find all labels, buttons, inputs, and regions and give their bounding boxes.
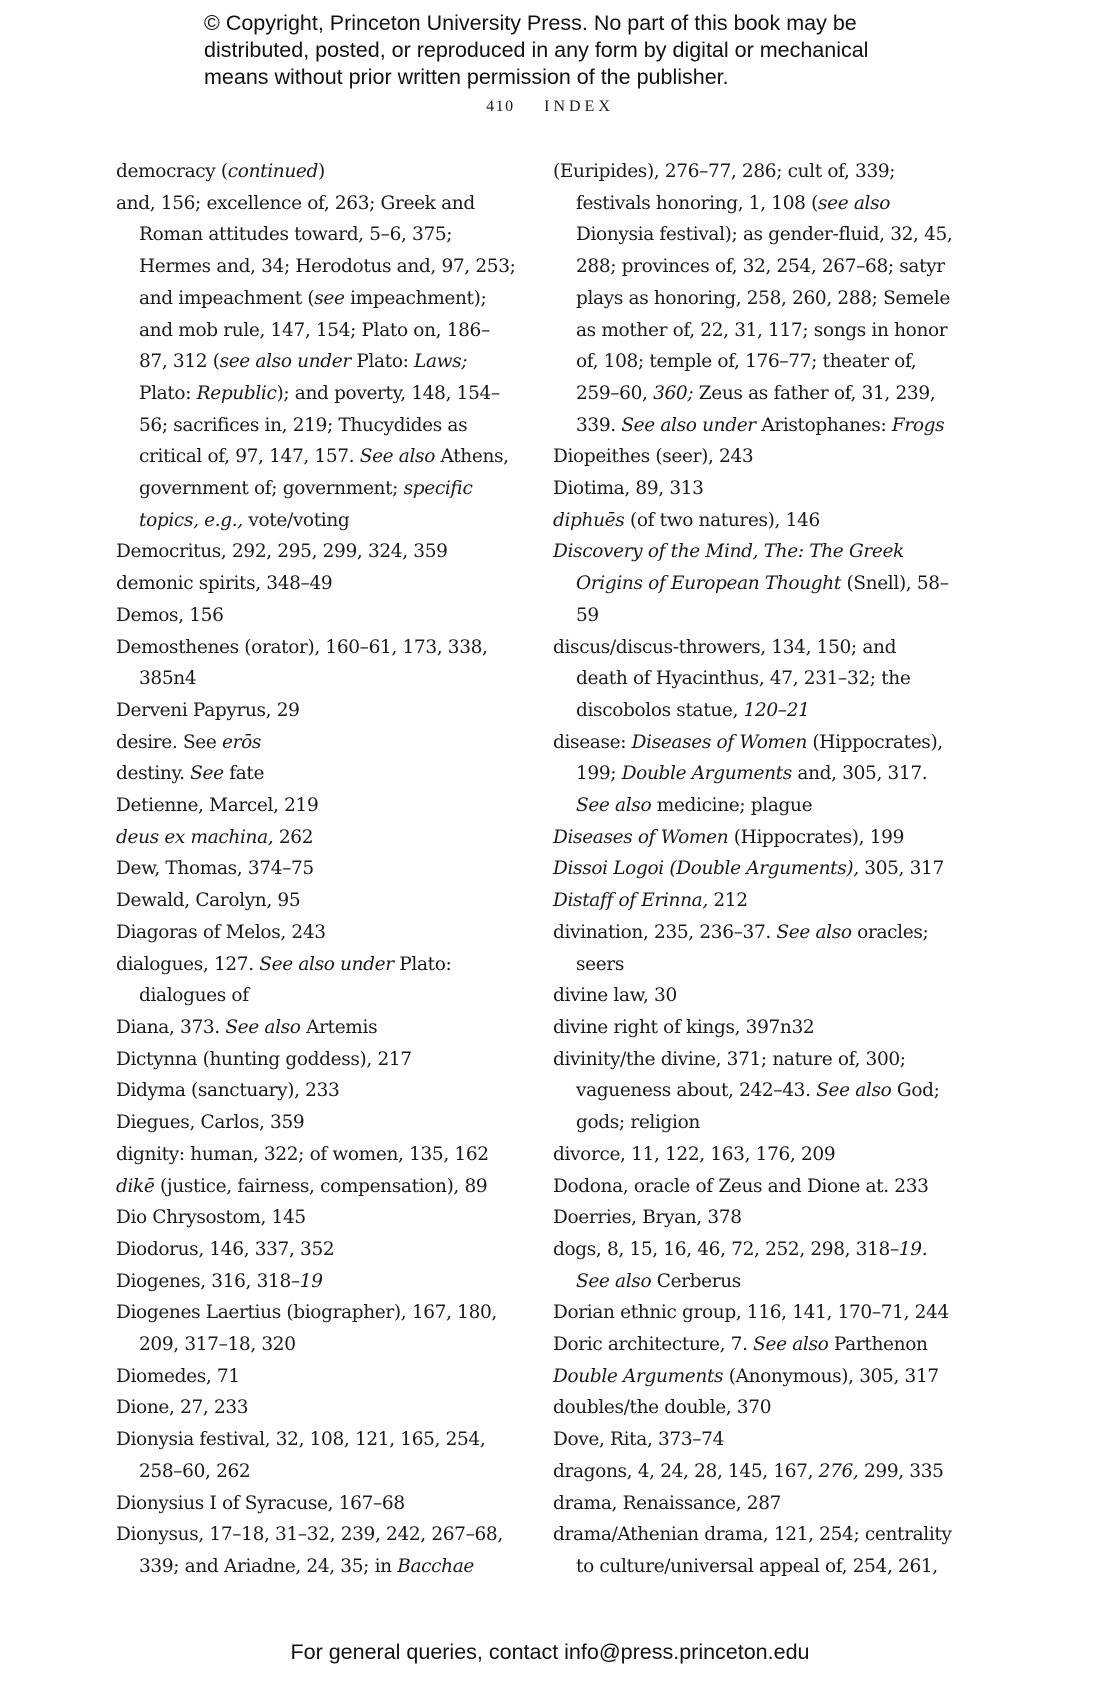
index-text: Artemis: [300, 1016, 378, 1038]
index-text: Dionysia festival, 32, 108, 121, 165, 254, 258–60, 262: [116, 1429, 491, 1482]
index-entry: [553, 1329, 953, 1361]
index-entry: [553, 917, 953, 980]
index-text-italic: See also under: [259, 953, 394, 975]
index-text: Demos, 156: [116, 604, 224, 626]
index-entry: [553, 1297, 953, 1329]
index-entry: [116, 600, 516, 632]
index-text: oracles; seers: [576, 921, 934, 975]
index-entry: [553, 1488, 953, 1520]
index-text-italic: see: [314, 287, 345, 309]
index-entry: [116, 1075, 516, 1107]
index-text: Diodorus, 146, 337, 352: [116, 1238, 335, 1260]
index-text-italic: Diseases of Women: [553, 826, 729, 848]
index-text: Dione, 27, 233: [116, 1397, 249, 1419]
index-text-italic: Discovery of the Mind, The: The Greek Origins of European Thought: [553, 541, 910, 595]
index-text-italic: See also: [816, 1080, 892, 1102]
index-entry: [116, 1234, 516, 1266]
index-text: divine right of kings, 397n32: [553, 1016, 815, 1038]
index-text: Athens, government of; government;: [139, 446, 515, 500]
index-text: discus/discus-throwers, 134, 150; and death of Hyacinthus, 47, 231–32; the discobolos statue,: [553, 636, 916, 721]
index-text: Dorian ethnic group, 116, 141, 170–71, 244: [553, 1302, 949, 1324]
index-text: disease:: [553, 731, 632, 753]
index-text: Diotima, 89, 313: [553, 478, 704, 500]
index-text: impeachment); and mob rule, 147, 154; Plato on, 186–87, 312 (: [139, 287, 492, 373]
index-text: medicine; plague: [651, 795, 813, 817]
index-entry: [116, 1361, 516, 1393]
index-text: vote/voting: [242, 509, 350, 531]
index-text: Cerberus: [651, 1270, 741, 1292]
index-text: Plato:: [139, 351, 473, 404]
index-text: Dove, Rita, 373–74: [553, 1429, 725, 1451]
index-entry: [116, 568, 516, 600]
index-entry: [116, 1488, 516, 1520]
index-text: fate: [223, 763, 265, 785]
index-text-italic: 19: [299, 1270, 323, 1292]
index-text: (Euripides), 276–77, 286; cult of, 339; festivals honoring, 1, 108 (: [553, 161, 901, 214]
index-entry: [553, 505, 953, 537]
index-entry: [553, 1171, 953, 1203]
index-entry: [116, 853, 516, 885]
index-text-italic: erōs: [222, 731, 262, 753]
index-entry: [116, 790, 516, 822]
index-text: Plato: dialogues of: [139, 953, 457, 1007]
index-text-italic: 19. See also: [576, 1238, 933, 1292]
index-text: Diagoras of Melos, 243: [116, 921, 326, 943]
index-text: (Hippocrates), 199: [728, 826, 904, 848]
index-text: God; gods; religion: [576, 1080, 946, 1134]
index-text: Democritus, 292, 295, 299, 324, 359: [116, 541, 448, 563]
index-text: (justice, fairness, compensation), 89: [154, 1175, 488, 1197]
index-entry: [553, 1202, 953, 1234]
index-entry: [116, 949, 516, 1012]
index-text: Aristophanes:: [755, 414, 892, 436]
index-entry: [116, 1519, 516, 1582]
index-entry: [116, 695, 516, 727]
index-text: (Snell), 58–59: [576, 573, 949, 626]
index-text-italic: Dissoi Logoi (Double Arguments),: [553, 858, 859, 880]
index-text: Dionysius I of Syracuse, 167–68: [116, 1492, 405, 1514]
index-text: (of two natures), 146: [624, 509, 820, 531]
index-text-italic: Distaff of Erinna,: [553, 890, 708, 912]
index-entry: [116, 727, 516, 759]
index-text: drama, Renaissance, 287: [553, 1492, 782, 1514]
index-text: and, 156; excellence of, 263; Greek and Roman attitudes toward, 5–6, 375; Hermes and, 34; Herodotus and, 97, 253; and impeachment (: [116, 192, 522, 309]
index-entry: [116, 822, 516, 854]
index-entry: [116, 1266, 516, 1298]
index-entry: [553, 536, 953, 631]
index-entry: [553, 1012, 953, 1044]
index-text: dignity: human, 322; of women, 135, 162: [116, 1143, 489, 1165]
index-text: Dionysus, 17–18, 31–32, 239, 242, 267–68, 339; and Ariadne, 24, 35; in: [116, 1524, 509, 1577]
index-text-italic: See: [190, 763, 224, 785]
index-text-italic: See also: [225, 1016, 301, 1038]
index-text-italic: See also: [359, 446, 435, 468]
index-text-italic: Diseases of Women: [631, 731, 807, 753]
index-text-italic: Double Arguments: [621, 763, 792, 785]
index-text-italic: Laws;: [414, 351, 468, 373]
index-text-italic: 276,: [818, 1460, 859, 1482]
index-entry: [553, 1519, 958, 1582]
index-entry: [553, 441, 953, 473]
index-text: desire. See: [116, 731, 223, 753]
index-entry: [553, 156, 958, 441]
index-entry: [116, 1424, 516, 1487]
index-text: Zeus as father of, 31, 239, 339.: [576, 382, 941, 436]
index-entry: [116, 1202, 516, 1234]
index-entry: [553, 1044, 953, 1139]
index-text: Didyma (sanctuary), 233: [116, 1080, 340, 1102]
index-entry: [116, 1392, 516, 1424]
index-text: (Anonymous), 305, 317: [723, 1365, 939, 1387]
footer-contact: For general queries, contact info@press.princeton.edu: [290, 1640, 810, 1664]
index-text-italic: see also: [817, 192, 891, 214]
index-text: divine law, 30: [553, 985, 677, 1007]
index-text-italic: Republic: [196, 382, 277, 404]
page-number: 410: [486, 98, 515, 115]
index-text: dialogues, 127.: [116, 953, 260, 975]
index-text: demonic spirits, 348–49: [116, 573, 333, 595]
index-text: dragons, 4, 24, 28, 145, 167,: [553, 1460, 819, 1482]
copyright-notice: © Copyright, Princeton University Press. No part of this book may be distributed, posted, or reproduced in any form by digital or mechanical means without prior written permission of the publisher.: [204, 11, 869, 89]
index-text: Dictynna (hunting goddess), 217: [116, 1048, 412, 1070]
index-entry: [553, 1392, 953, 1424]
index-column-right: [553, 156, 958, 1583]
index-text: Derveni Papyrus, 29: [116, 699, 300, 721]
index-text: Dewald, Carolyn, 95: [116, 890, 301, 912]
index-text-italic: See also: [753, 1334, 829, 1356]
index-entry: [553, 1139, 953, 1171]
index-entry: [553, 1456, 953, 1488]
index-text-italic: See also under: [621, 414, 756, 436]
index-entry: [116, 1012, 516, 1044]
index-entry: [116, 1139, 516, 1171]
index-text: Dodona, oracle of Zeus and Dione at. 233: [553, 1175, 929, 1197]
index-entry: [116, 1044, 516, 1076]
index-entry: [553, 822, 953, 854]
index-text-italic: 360;: [653, 382, 694, 404]
index-text-italic: Double Arguments: [553, 1365, 724, 1387]
index-text: doubles/the double, 370: [553, 1397, 772, 1419]
index-text-italic: specific topics, e.g.,: [139, 478, 479, 531]
index-text: Plato:: [350, 351, 415, 373]
index-entry: [553, 1361, 953, 1393]
index-entry: [116, 885, 516, 917]
index-entry: [116, 917, 516, 949]
index-text-italic: See also: [576, 795, 652, 817]
index-text-italic: See also: [776, 921, 852, 943]
index-text: 262: [273, 826, 314, 848]
index-text: democracy (: [116, 161, 228, 182]
index-text: 212: [707, 890, 748, 912]
index-text: Diopeithes (seer), 243: [553, 446, 754, 468]
index-entry: [116, 1107, 516, 1139]
index-text: and, 305, 317.: [791, 763, 933, 785]
index-entry: [553, 1424, 953, 1456]
index-text-italic: Frogs: [891, 414, 945, 436]
index-text-italic: 120–21: [743, 699, 810, 721]
index-text: 299, 335: [858, 1460, 944, 1482]
index-text: Doerries, Bryan, 378: [553, 1207, 742, 1229]
index-entry: [116, 632, 516, 695]
index-entry: [553, 473, 953, 505]
index-text: divination, 235, 236–37.: [553, 921, 777, 943]
index-text: (Hippocrates), 199;: [576, 731, 949, 785]
index-entry: [116, 188, 522, 537]
index-text: Parthenon: [828, 1334, 928, 1356]
index-entry: [553, 980, 953, 1012]
index-text-italic: Bacchae: [397, 1555, 475, 1577]
index-entry: [116, 156, 516, 188]
index-text-italic: deus ex machina,: [116, 826, 274, 848]
index-text: ); and poverty, 148, 154–56; sacrifices in, 219; Thucydides as critical of, 97, 147, 157.: [139, 382, 500, 468]
index-text: Diogenes, 316, 318–: [116, 1270, 300, 1292]
index-text: 305, 317: [858, 858, 944, 880]
index-text: divorce, 11, 122, 163, 176, 209: [553, 1143, 836, 1165]
index-entry: [553, 885, 953, 917]
index-text: drama/Athenian drama, 121, 254; centrality to culture/universal appeal of, 254, 261,: [553, 1524, 958, 1577]
index-text: Diogenes Laertius (biographer), 167, 180, 209, 317–18, 320: [116, 1302, 503, 1356]
index-text: ): [318, 161, 325, 182]
index-entry: [553, 632, 953, 727]
index-text: dogs, 8, 15, 16, 46, 72, 252, 298, 318–: [553, 1238, 899, 1260]
index-text: Dio Chrysostom, 145: [116, 1207, 306, 1229]
index-text: Doric architecture, 7.: [553, 1334, 754, 1356]
index-text: Dew, Thomas, 374–75: [116, 858, 314, 880]
index-text: Detienne, Marcel, 219: [116, 795, 319, 817]
index-text-italic: continued: [227, 161, 319, 182]
index-entry: [116, 1297, 516, 1360]
index-text: Dionysia festival); as gender-fluid, 32, 45, 288; provinces of, 32, 254, 267–68; satyr plays as honoring, 258, 260, 288; Semele as mother of, 22, 31, 117; songs in honor of, 108; temple of, 176–77; theater of, 259–60,: [576, 192, 958, 404]
index-entry: [553, 727, 953, 822]
index-text: divinity/the divine, 371; nature of, 300; vagueness about, 242–43.: [553, 1048, 912, 1102]
running-head-label: INDEX: [544, 98, 614, 115]
running-head: [0, 98, 1100, 116]
index-text-italic: dikē: [116, 1175, 155, 1197]
index-entry: [116, 1171, 516, 1203]
index-entry: [553, 853, 953, 885]
index-entry: [553, 1234, 953, 1297]
index-text-italic: see also under: [219, 351, 351, 373]
index-entry: [116, 536, 516, 568]
index-text: Diegues, Carlos, 359: [116, 1112, 305, 1134]
index-text-italic: diphuēs: [553, 509, 625, 531]
index-text: Demosthenes (orator), 160–61, 173, 338, 385n4: [116, 636, 494, 690]
index-entry: [116, 758, 516, 790]
index-column-left: [116, 156, 522, 1583]
index-text: Diana, 373.: [116, 1016, 226, 1038]
index-text: Diomedes, 71: [116, 1365, 240, 1387]
index-text: destiny.: [116, 763, 191, 785]
